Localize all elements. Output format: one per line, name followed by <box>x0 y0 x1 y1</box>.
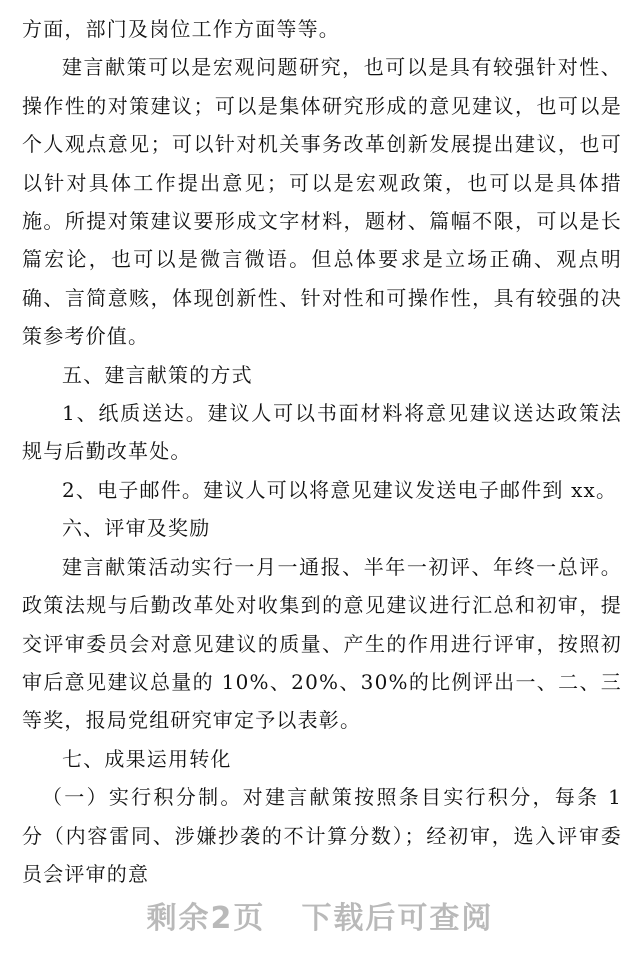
section-heading-5: 五、建言献策的方式 <box>62 362 253 387</box>
section-heading-7: 七、成果运用转化 <box>62 746 232 771</box>
section-heading-6: 六、评审及奖励 <box>62 516 211 541</box>
paragraph-continued: 方面，部门及岗位工作方面等等。 <box>22 17 340 41</box>
paragraph-paper-delivery: 1、纸质送达。建议人可以书面材料将意见建议送达政策法规与后勤改革处。 <box>22 401 622 464</box>
paragraph-email: 2、电子邮件。建议人可以将意见建议发送电子邮件到 xx。 <box>62 477 618 502</box>
paragraph-points-system: （一）实行积分制。对建言献策按照条目实行积分，每条 1 分（内容雷同、涉嫌抄袭的不计算分数）；经初审，选入评审委员会评审的意 <box>22 785 622 886</box>
download-banner[interactable] <box>0 893 640 937</box>
remaining-pages-label: 剩余2页 <box>146 901 266 936</box>
download-to-view-label[interactable]: 下载后可查阅 <box>301 901 494 936</box>
paragraph-review-awards: 建言献策活动实行一月一通报、半年一初评、年终一总评。政策法规与后勤改革处对收集到的意见建议进行汇总和初审，提交评审委员会对意见建议的质量、产生的作用进行评审，按照初审后意见建议总量的 10%、20%、30%的比例评出一、二、三等奖，报局党组研究审定予以表彰。 <box>22 554 622 733</box>
paragraph-suggestion-scope: 建言献策可以是宏观问题研究，也可以是具有较强针对性、操作性的对策建议；可以是集体研究形成的意见建议，也可以是个人观点意见；可以针对机关事务改革创新发展提出建议，也可以针对具体工作提出意见；可以是宏观政策，也可以是具体措施。所提对策建议要形成文字材料，题材、篇幅不限，可以是长篇宏论，也可以是微言微语。但总体要求是立场正确、观点明确、言简意赅，体现创新性、针对性和可操作性，具有较强的决策参考价值。 <box>22 55 622 349</box>
document-body <box>22 10 622 893</box>
